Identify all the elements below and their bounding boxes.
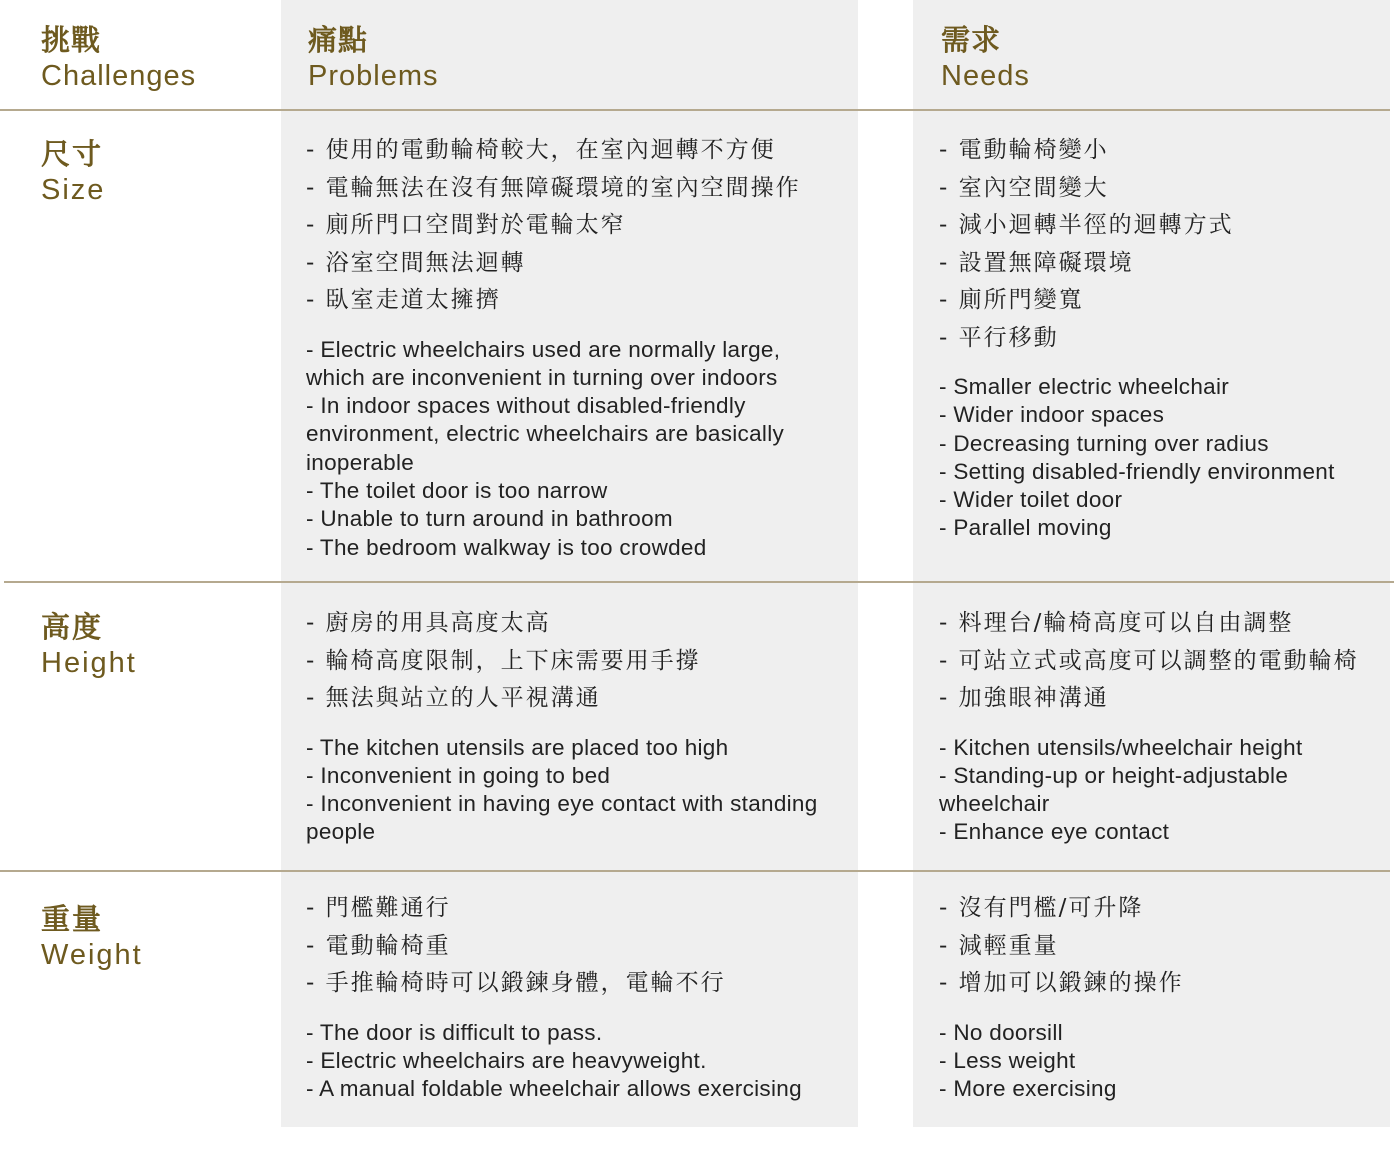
list-item: - 增加可以鍛鍊的操作 bbox=[939, 965, 1384, 1003]
row-label-size-en: Size bbox=[41, 174, 106, 206]
header-needs-zh: 需求 bbox=[941, 23, 1002, 57]
list-item: - 加強眼神溝通 bbox=[939, 680, 1394, 718]
weight-problems-en-list bbox=[306, 1019, 851, 1104]
list-item: - The toilet door is too narrow bbox=[306, 477, 608, 503]
header-challenges-en: Challenges bbox=[41, 60, 197, 92]
header-problems-en: Problems bbox=[308, 60, 439, 92]
list-item: - Enhance eye contact bbox=[939, 819, 1170, 845]
list-item: - 電輪無法在沒有無障礙環境的室內空間操作 bbox=[306, 170, 841, 208]
height-needs-zh-list bbox=[939, 605, 1394, 718]
list-item: - 可站立式或高度可以調整的電動輪椅 bbox=[939, 643, 1394, 681]
list-item: - Wider indoor spaces bbox=[939, 402, 1165, 428]
weight-needs-zh-list bbox=[939, 890, 1384, 1003]
height-needs-cell bbox=[939, 605, 1394, 847]
size-needs-en-list bbox=[939, 373, 1384, 543]
list-item: - 輪椅高度限制，上下床需要用手撐 bbox=[306, 643, 841, 681]
list-item: - Electric wheelchairs used are normally large, which are inconvenient in turning over indoors bbox=[306, 336, 781, 390]
row-label-size bbox=[41, 136, 105, 208]
list-item: - 浴室空間無法迴轉 bbox=[306, 245, 841, 283]
list-item: - Unable to turn around in bathroom bbox=[306, 506, 673, 532]
size-needs-zh-list bbox=[939, 132, 1384, 357]
list-item: - The door is difficult to pass. bbox=[306, 1019, 603, 1045]
list-item: - 減小迴轉半徑的迴轉方式 bbox=[939, 207, 1384, 245]
list-item: - 料理台/輪椅高度可以自由調整 bbox=[939, 605, 1394, 643]
row-label-weight-en: Weight bbox=[41, 939, 143, 971]
header-challenges bbox=[41, 22, 196, 94]
list-item: - 臥室走道太擁擠 bbox=[306, 282, 841, 320]
list-item: - Inconvenient in having eye contact with standing people bbox=[306, 791, 818, 845]
list-item: - 手推輪椅時可以鍛鍊身體，電輪不行 bbox=[306, 965, 851, 1003]
height-problems-zh-list bbox=[306, 605, 841, 718]
list-item: - Decreasing turning over radius bbox=[939, 430, 1269, 456]
row-label-weight bbox=[41, 901, 143, 973]
list-item: - Standing-up or height-adjustable wheelchair bbox=[939, 762, 1289, 817]
height-problems-cell bbox=[306, 605, 841, 847]
list-item: - A manual foldable wheelchair allows exercising bbox=[306, 1076, 802, 1102]
header-needs-en: Needs bbox=[941, 60, 1030, 92]
list-item: - 使用的電動輪椅較大，在室內迴轉不方便 bbox=[306, 132, 841, 170]
list-item: - Inconvenient in going to bed bbox=[306, 762, 611, 788]
size-problems-zh-list bbox=[306, 132, 841, 320]
size-problems-cell bbox=[306, 132, 841, 562]
weight-problems-zh-list bbox=[306, 890, 851, 1003]
list-item: - 無法與站立的人平視溝通 bbox=[306, 680, 841, 718]
header-challenges-zh: 挑戰 bbox=[41, 23, 102, 57]
header-divider bbox=[0, 109, 1390, 111]
size-needs-cell bbox=[939, 132, 1384, 543]
header-problems bbox=[308, 22, 439, 94]
list-item: - 廚房的用具高度太高 bbox=[306, 605, 841, 643]
weight-problems-cell bbox=[306, 890, 851, 1103]
row-label-height-en: Height bbox=[41, 647, 137, 679]
list-item: - 平行移動 bbox=[939, 320, 1384, 358]
size-problems-en-list bbox=[306, 336, 841, 562]
list-item: - In indoor spaces without disabled-friendly environment, electric wheelchairs are basically inoperable bbox=[306, 393, 785, 475]
row-label-size-zh: 尺寸 bbox=[41, 137, 104, 171]
list-item: - Setting disabled-friendly environment bbox=[939, 458, 1335, 484]
list-item: - No doorsill bbox=[939, 1019, 1063, 1045]
row-label-height bbox=[41, 609, 137, 681]
list-item: - 廁所門口空間對於電輪太窄 bbox=[306, 207, 841, 245]
list-item: - The bedroom walkway is too crowded bbox=[306, 534, 707, 560]
list-item: - 電動輪椅變小 bbox=[939, 132, 1384, 170]
row-divider-size-height bbox=[4, 581, 1394, 583]
list-item: - Wider toilet door bbox=[939, 487, 1123, 513]
list-item: - 減輕重量 bbox=[939, 928, 1384, 966]
weight-needs-en-list bbox=[939, 1019, 1384, 1104]
list-item: - 廁所門變寬 bbox=[939, 282, 1384, 320]
header-needs bbox=[941, 22, 1030, 94]
row-label-weight-zh: 重量 bbox=[41, 902, 104, 936]
weight-needs-cell bbox=[939, 890, 1384, 1103]
list-item: - 設置無障礙環境 bbox=[939, 245, 1384, 283]
height-needs-en-list bbox=[939, 734, 1359, 847]
list-item: - 電動輪椅重 bbox=[306, 928, 851, 966]
list-item: - Electric wheelchairs are heavyweight. bbox=[306, 1047, 707, 1073]
list-item: - 沒有門檻/可升降 bbox=[939, 890, 1384, 928]
list-item: - Kitchen utensils/wheelchair height bbox=[939, 734, 1303, 760]
list-item: - Less weight bbox=[939, 1047, 1076, 1073]
list-item: - Parallel moving bbox=[939, 515, 1112, 541]
list-item: - More exercising bbox=[939, 1076, 1117, 1102]
height-problems-en-list bbox=[306, 734, 841, 847]
list-item: - 門檻難通行 bbox=[306, 890, 851, 928]
list-item: - Smaller electric wheelchair bbox=[939, 374, 1230, 399]
header-problems-zh: 痛點 bbox=[308, 23, 369, 57]
row-label-height-zh: 高度 bbox=[41, 610, 104, 644]
list-item: - 室內空間變大 bbox=[939, 170, 1384, 208]
list-item: - The kitchen utensils are placed too high bbox=[306, 734, 729, 760]
row-divider-height-weight bbox=[0, 870, 1390, 872]
